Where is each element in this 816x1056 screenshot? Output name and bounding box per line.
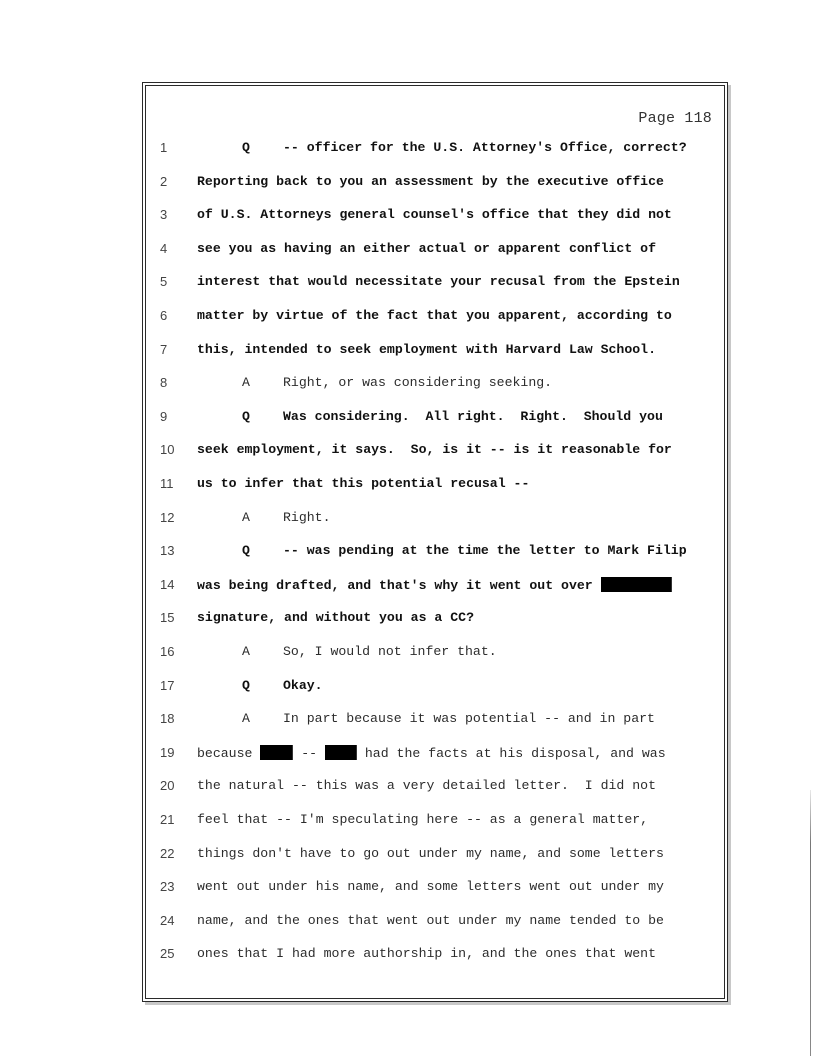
line-number: 5	[160, 274, 168, 290]
transcript-line	[146, 375, 732, 395]
transcript-line	[146, 476, 732, 496]
transcript-line	[146, 308, 732, 328]
transcript-line	[146, 946, 732, 966]
line-number: 19	[160, 744, 175, 760]
line-text: ones that I had more authorship in, and the ones that went	[197, 946, 656, 962]
transcript-line	[146, 577, 732, 597]
transcript-line	[146, 846, 732, 866]
transcript-line	[146, 913, 732, 933]
line-number: 17	[160, 677, 175, 693]
line-number: 18	[160, 711, 175, 727]
line-number: 23	[160, 879, 175, 895]
line-text: A So, I would not infer that.	[242, 644, 497, 659]
line-number: 3	[160, 207, 168, 223]
line-number: 8	[160, 375, 168, 391]
line-text: interest that would necessitate your recusal from the Epstein	[197, 274, 680, 290]
line-text: feel that -- I'm speculating here -- as a general matter,	[197, 812, 649, 827]
line-text: A Right.	[242, 509, 331, 525]
line-text: name, and the ones that went out under my name tended to be	[197, 912, 664, 928]
line-text: Q Was considering. All right. Right. Should you	[242, 408, 663, 424]
line-text: the natural -- this was a very detailed letter. I did not	[197, 778, 656, 794]
line-text: Reporting back to you an assessment by the executive office	[197, 173, 664, 189]
transcript-line	[146, 879, 732, 899]
transcript-line	[146, 510, 732, 530]
redaction-box	[325, 745, 357, 760]
speaker-label: Q	[242, 677, 250, 693]
line-text: seek employment, it says. So, is it -- is it reasonable for	[197, 442, 672, 458]
line-number: 15	[160, 610, 175, 626]
redaction-box	[260, 745, 293, 760]
line-text: went out under his name, and some letters went out under my	[197, 879, 664, 895]
transcript-line	[146, 409, 732, 429]
line-number: 10	[160, 442, 175, 458]
transcript-line	[146, 711, 732, 731]
line-text: matter by virtue of the fact that you apparent, according to	[197, 308, 672, 323]
line-text: see you as having an either actual or apparent conflict of	[197, 240, 656, 256]
transcript-line	[146, 644, 732, 664]
line-number: 13	[160, 543, 175, 559]
line-text: things don't have to go out under my name, and some letters	[197, 845, 664, 861]
line-number: 1	[160, 140, 168, 155]
line-number: 9	[160, 408, 168, 424]
line-number: 6	[160, 308, 168, 323]
transcript-page	[142, 82, 728, 1002]
line-text: Q Okay.	[242, 677, 323, 693]
line-text: A Right, or was considering seeking.	[242, 375, 553, 391]
speaker-label: Q	[242, 408, 250, 424]
speaker-label: A	[242, 644, 250, 659]
line-text: of U.S. Attorneys general counsel's office that they did not	[197, 207, 672, 223]
speaker-label: A	[242, 711, 250, 727]
page-number: Page 118	[638, 110, 712, 127]
line-number: 25	[160, 946, 175, 962]
line-number: 4	[160, 240, 168, 256]
transcript-line	[146, 745, 732, 765]
transcript-line	[146, 543, 732, 563]
transcript-line	[146, 812, 732, 832]
line-number: 7	[160, 341, 168, 357]
scan-edge-line	[810, 790, 811, 1056]
line-number: 11	[160, 476, 174, 491]
speaker-label: A	[242, 375, 250, 391]
line-number: 14	[160, 576, 175, 592]
transcript-line	[146, 678, 732, 698]
transcript-line	[146, 174, 732, 194]
line-number: 16	[160, 644, 175, 659]
transcript-line	[146, 342, 732, 362]
line-number: 22	[160, 845, 175, 861]
transcript-line	[146, 140, 732, 160]
line-number: 20	[160, 778, 175, 794]
line-text: signature, and without you as a CC?	[197, 610, 474, 626]
line-text: this, intended to seek employment with Harvard Law School.	[197, 341, 656, 357]
transcript-line	[146, 778, 732, 798]
speaker-label: Q	[242, 543, 250, 559]
line-number: 12	[160, 509, 175, 525]
redaction-box	[601, 577, 672, 592]
line-text: us to infer that this potential recusal --	[197, 476, 530, 491]
line-text: A In part because it was potential -- and in part	[242, 711, 655, 727]
transcript-line	[146, 241, 732, 261]
line-number: 24	[160, 912, 175, 928]
speaker-label: A	[242, 509, 250, 525]
transcript-line	[146, 207, 732, 227]
line-number: 21	[160, 812, 175, 827]
line-text: because -- had the facts at his disposal, and was	[197, 745, 666, 761]
transcript-line	[146, 610, 732, 630]
transcript-line	[146, 442, 732, 462]
line-text: Q -- was pending at the time the letter to Mark Filip	[242, 543, 687, 559]
line-text: was being drafted, and that's why it went out over	[197, 577, 672, 593]
line-text: Q -- officer for the U.S. Attorney's Office, correct?	[242, 140, 687, 155]
line-number: 2	[160, 173, 168, 189]
transcript-line	[146, 274, 732, 294]
speaker-label: Q	[242, 140, 250, 155]
